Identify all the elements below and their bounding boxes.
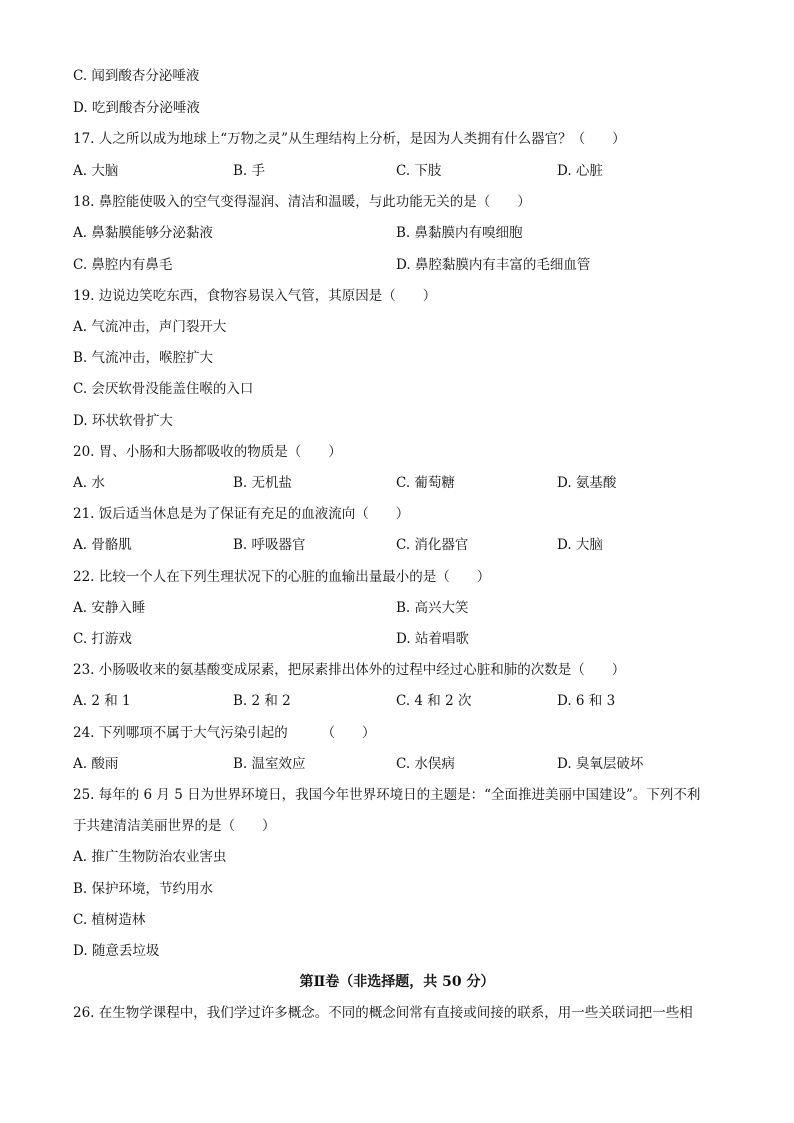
q18-option-d: D. 鼻腔黏膜内有丰富的毛细血管 xyxy=(396,257,591,273)
q17-option-a: A. 大脑 xyxy=(73,163,119,179)
q23-option-c: C. 4 和 2 次 xyxy=(396,693,472,709)
q18-option-c: C. 鼻腔内有鼻毛 xyxy=(73,257,173,273)
q23-option-d: D. 6 和 3 xyxy=(557,693,616,709)
q17-option-b: B. 手 xyxy=(233,163,266,179)
q22-option-c: C. 打游戏 xyxy=(73,631,132,647)
q22-option-a: A. 安静入睡 xyxy=(73,600,146,616)
q16-option-c: C. 闻到酸杏分泌唾液 xyxy=(73,68,200,84)
q18-option-a: A. 鼻黏膜能够分泌黏液 xyxy=(73,225,213,241)
q20-option-a: A. 水 xyxy=(73,475,105,491)
q25-option-b: B. 保护环境，节约用水 xyxy=(73,881,214,897)
q17-option-c: C. 下肢 xyxy=(396,163,442,179)
q19-option-d: D. 环状软骨扩大 xyxy=(73,413,173,429)
q22-option-d: D. 站着唱歌 xyxy=(396,631,469,647)
q20-stem: 20. 胃、小肠和大肠都吸收的物质是（ ） xyxy=(73,444,342,460)
q21-option-d: D. 大脑 xyxy=(557,537,603,553)
q22-stem: 22. 比较一个人在下列生理状况下的心脏的血输出量最小的是（ ） xyxy=(73,569,491,585)
q25-option-c: C. 植树造林 xyxy=(73,912,146,928)
q18-option-b: B. 鼻黏膜内有嗅细胞 xyxy=(396,225,523,241)
q17-stem: 17. 人之所以成为地球上“万物之灵”从生理结构上分析，是因为人类拥有什么器官？（ ） xyxy=(73,131,626,147)
q23-stem: 23. 小肠吸收来的氨基酸变成尿素，把尿素排出体外的过程中经过心脏和肺的次数是（ ） xyxy=(73,662,626,678)
q24-option-b: B. 温室效应 xyxy=(233,756,306,772)
q22-option-b: B. 高兴大笑 xyxy=(396,600,469,616)
q19-stem: 19. 边说边笑吃东西，食物容易误入气管，其原因是（ ） xyxy=(73,288,437,304)
q21-option-b: B. 呼吸器官 xyxy=(233,537,306,553)
section-title: 第Ⅱ卷（非选择题，共 50 分） xyxy=(299,974,495,990)
q25-option-a: A. 推广生物防治农业害虫 xyxy=(73,849,227,865)
q20-option-b: B. 无机盐 xyxy=(233,475,293,491)
q25-option-d: D. 随意丢垃圾 xyxy=(73,943,160,959)
q23-option-a: A. 2 和 1 xyxy=(73,693,131,709)
q26-stem: 26. 在生物学课程中，我们学过许多概念。不同的概念间常有直接或间接的联系，用一些关联词把一些相 xyxy=(73,1005,693,1021)
q23-option-b: B. 2 和 2 xyxy=(233,693,291,709)
q24-option-c: C. 水俣病 xyxy=(396,756,455,772)
q25-stem-line2: 于共建清洁美丽世界的是（ ） xyxy=(73,818,276,834)
q21-option-c: C. 消化器官 xyxy=(396,537,469,553)
q20-option-d: D. 氨基酸 xyxy=(557,475,617,491)
q19-option-a: A. 气流冲击，声门裂开大 xyxy=(73,319,227,335)
q20-option-c: C. 葡萄糖 xyxy=(396,475,455,491)
q19-option-b: B. 气流冲击，喉腔扩大 xyxy=(73,350,214,366)
q19-option-c: C. 会厌软骨没能盖住喉的入口 xyxy=(73,381,254,397)
q25-stem-line1: 25. 每年的 6 月 5 日为世界环境日，我国今年世界环境日的主题是：“全面推进美丽中国建设”。下列不利 xyxy=(73,787,701,803)
q24-stem: 24. 下列哪项不属于大气污染引起的 （ ） xyxy=(73,725,376,741)
q21-option-a: A. 骨骼肌 xyxy=(73,537,132,553)
q16-option-d: D. 吃到酸杏分泌唾液 xyxy=(73,100,200,116)
q17-option-d: D. 心脏 xyxy=(557,163,603,179)
q18-stem: 18. 鼻腔能使吸入的空气变得湿润、清洁和温暖，与此功能无关的是（ ） xyxy=(73,194,531,210)
q24-option-a: A. 酸雨 xyxy=(73,756,119,772)
q21-stem: 21. 饭后适当休息是为了保证有充足的血液流向（ ） xyxy=(73,506,410,522)
q24-option-d: D. 臭氧层破坏 xyxy=(557,756,644,772)
